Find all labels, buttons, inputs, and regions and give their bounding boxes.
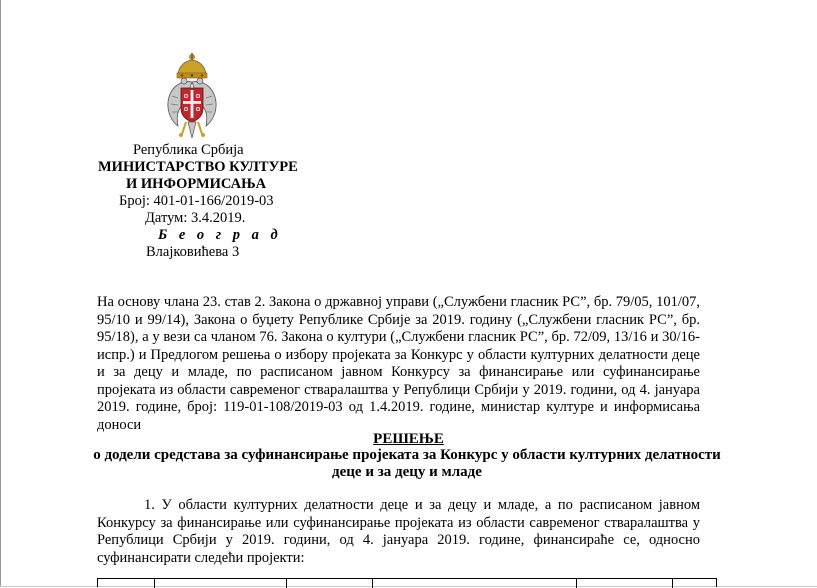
item-1-line: суфинансирати следећи пројекти: (97, 549, 305, 566)
preamble-line: доноси (97, 416, 142, 433)
document-city: Б е о г р а д (158, 227, 282, 243)
preamble-line: 95/10 и 99/14), Закона о буџету Републике Србије за 2019. годину („Службени гласник РС”, бр. (97, 311, 700, 328)
ministry-name-line2: И ИНФОРМИСАЊА (126, 176, 267, 192)
coat-of-arms-icon (164, 52, 220, 144)
republic-name: Република Србија (133, 142, 244, 158)
decision-title: РЕШЕЊЕ (373, 431, 444, 447)
preamble-line: 2019. године, број: 119-01-108/2019-03 од 1.4.2019. године, министар културе и информисања (97, 399, 700, 415)
decision-subtitle-line2: деце и за децу и младе (332, 464, 482, 480)
preamble-line: испр.) и Предлогом решења о избору пројеката за Конкурс у области културних делатности деце (97, 346, 700, 363)
projects-table-top (97, 578, 717, 587)
preamble-line: На основу члана 23. став 2. Закона о државној управи („Службени гласник РС”, бр. 79/05, 101/07, (97, 294, 700, 310)
ministry-address: Влајковићева 3 (146, 244, 240, 260)
preamble-line: пројеката из области савременог стваралаштва у Републици Србији у 2019. години, од 4. јануара (97, 381, 700, 398)
item-1-line: Конкурсу за финансирање или суфинансирање пројеката из области савременог стваралаштва у (97, 514, 700, 531)
document-number: Број: 401-01-166/2019-03 (119, 193, 274, 209)
ministry-name-line1: МИНИСТАРСТВО КУЛТУРЕ (98, 159, 298, 175)
decision-subtitle-line1: о додели средстава за суфинансирање пројеката за Конкурс у области културних делатности (93, 447, 721, 463)
preamble-line: и за децу и младе, по расписаном јавном Конкурсу за финансирање или суфинансирање (97, 364, 700, 380)
item-1-paragraph (97, 497, 700, 567)
preamble-line: 95/18), а у вези са чланом 76. Закона о култури („Службени гласник РС”, бр. 72/09, 13/16 и 30/16- (97, 329, 700, 345)
document-date: Датум: 3.4.2019. (145, 210, 246, 226)
item-1-line: Републици Србији у 2019. години, од 4. јануара 2019. године, финансираће се, односно (97, 532, 700, 548)
item-1-line: 1. У области културних делатности деце и за децу и младе, а по расписаном јавном (144, 497, 700, 513)
preamble-paragraph (97, 294, 700, 434)
